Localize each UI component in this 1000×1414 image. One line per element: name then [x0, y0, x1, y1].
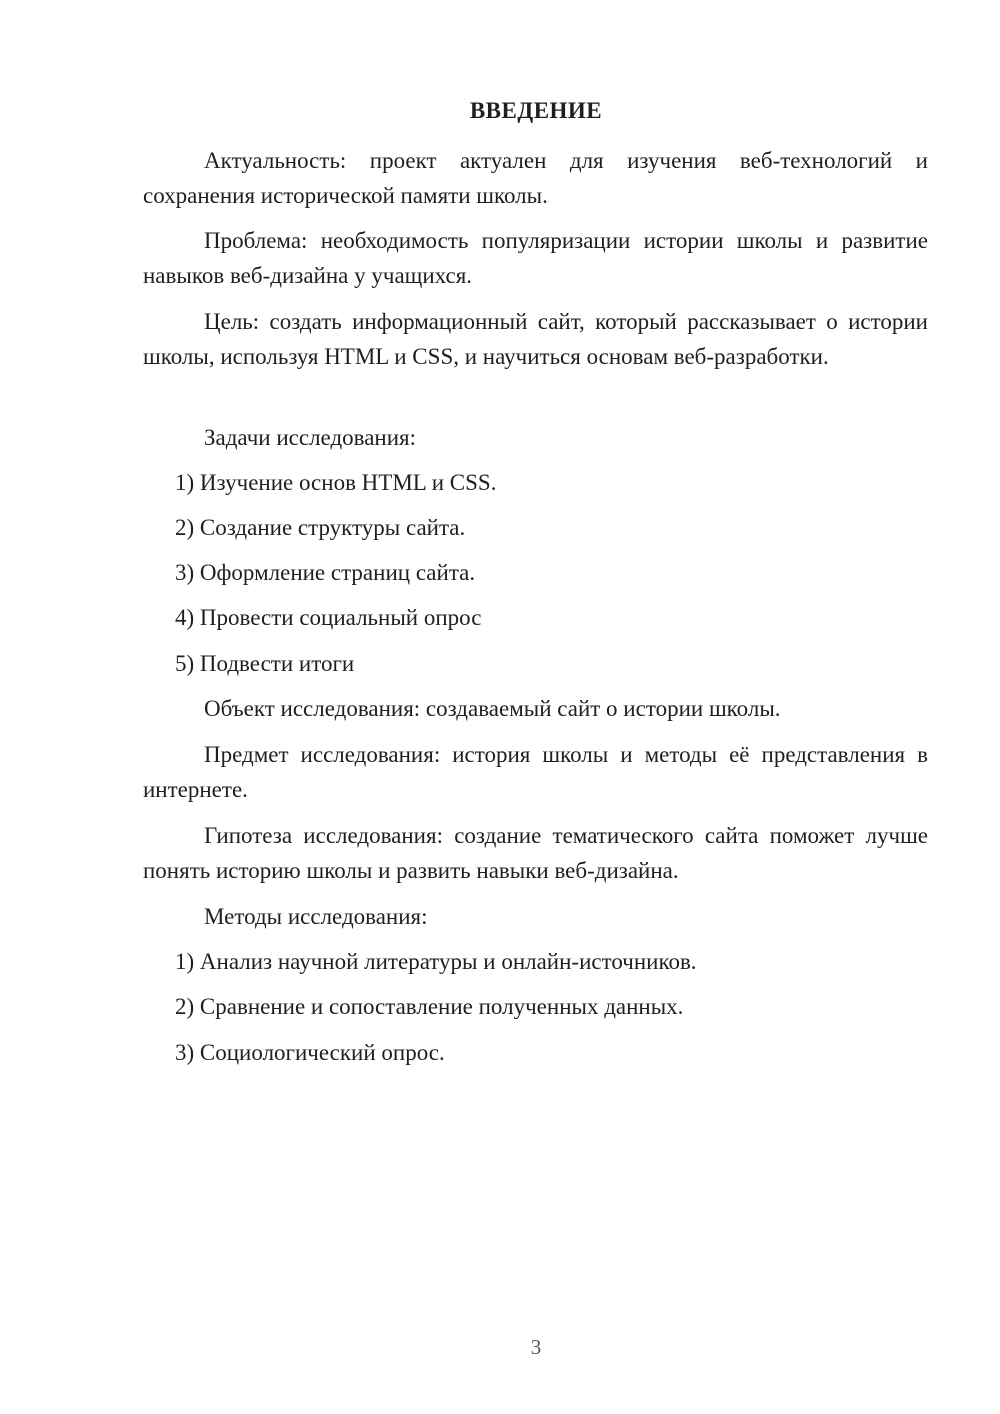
relevance-paragraph: Актуальность: проект актуален для изучения веб-технологий и сохранения исторической памяти школы. — [143, 148, 928, 208]
hypothesis-paragraph: Гипотеза исследования: создание тематического сайта поможет лучше понять историю школы и развить навыки веб-дизайна. — [143, 823, 928, 883]
goal-paragraph: Цель: создать информационный сайт, который рассказывает о истории школы, используя HTML и CSS, и научиться основам веб-разработки. — [143, 309, 928, 369]
task-item: 5) Подвести итоги — [175, 651, 355, 676]
methods-heading: Методы исследования: — [204, 904, 428, 929]
method-item: 3) Социологический опрос. — [175, 1040, 445, 1065]
page-number: 3 — [530, 1335, 542, 1359]
problem-paragraph: Проблема: необходимость популяризации истории школы и развитие навыков веб-дизайна у учащихся. — [143, 228, 928, 288]
task-item: 1) Изучение основ HTML и CSS. — [175, 470, 497, 495]
page-title: ВВЕДЕНИЕ — [469, 98, 603, 123]
subject-paragraph: Предмет исследования: история школы и методы её представления в интернете. — [143, 742, 928, 802]
method-item: 2) Сравнение и сопоставление полученных данных. — [175, 994, 684, 1019]
tasks-heading: Задачи исследования: — [204, 425, 417, 450]
task-item: 4) Провести социальный опрос — [175, 605, 482, 630]
method-item: 1) Анализ научной литературы и онлайн-источников. — [175, 949, 697, 974]
task-item: 3) Оформление страниц сайта. — [175, 560, 476, 585]
task-item: 2) Создание структуры сайта. — [175, 515, 466, 540]
object-paragraph: Объект исследования: создаваемый сайт о истории школы. — [204, 696, 781, 721]
